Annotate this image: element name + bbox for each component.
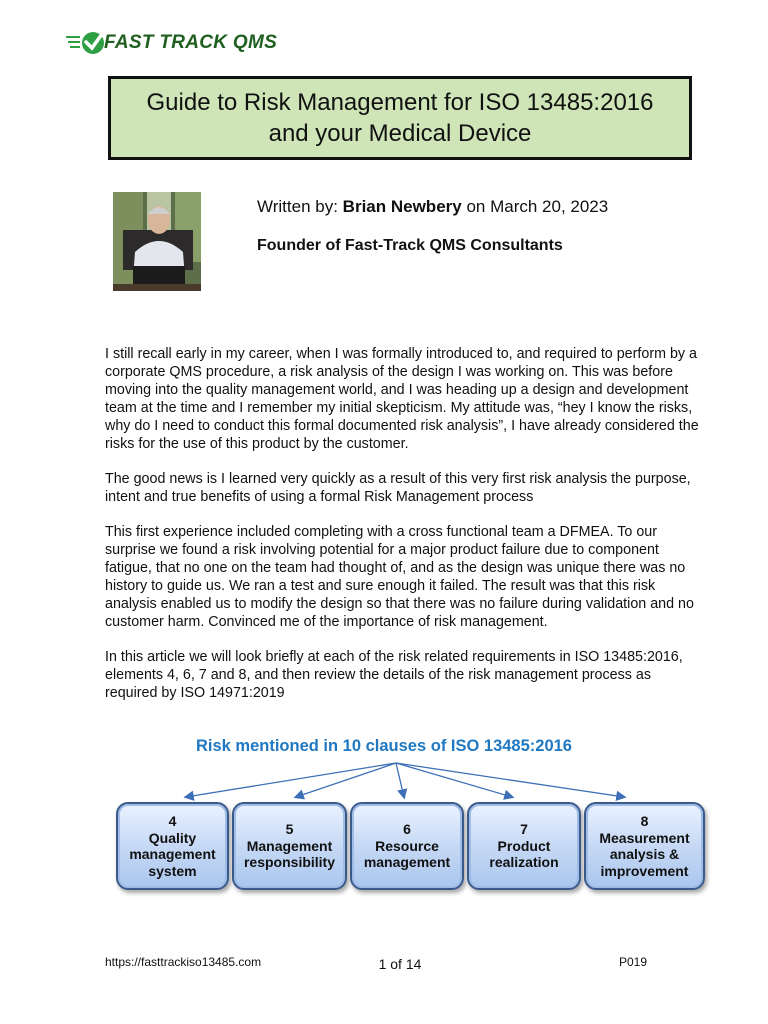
clause-number: 7 (520, 821, 528, 838)
document-title-line-2: and your Medical Device (268, 120, 532, 147)
clause-number: 5 (285, 821, 294, 838)
page-number: 1 of 14 (378, 956, 422, 972)
clause-label-line: management (129, 846, 216, 862)
paragraph: The good news is I learned very quickly as a result of this very first risk analysis the purpose, intent and true benefits of using a formal Risk Management process (105, 471, 691, 505)
clause-label-line: Resource (375, 837, 439, 854)
clause-label-line: Management (246, 837, 333, 854)
checkmark-logo-icon (66, 30, 106, 56)
clause-6-box (350, 802, 464, 890)
clause-5-box (232, 802, 347, 890)
diagram-arrows (0, 760, 768, 804)
paragraph: I still recall early in my career, when I was formally introduced to, and required to perform by a corporate QMS procedure, a risk analysis of the design I was working on. This was before moving into the quality management world, and I was heading up a design and development team at the time and I remember my initial skepticism. My attitude was, “hey I know the risks, why do I need to conduct this formal documented risk analysis”, I have already considered the risks for the use of this product by the customer. (105, 346, 699, 452)
clause-label-line: analysis & (609, 846, 680, 862)
clause-label-line: Measurement (599, 829, 690, 846)
clause-label-line: realization (489, 854, 559, 871)
clause-label-line: Quality (148, 829, 197, 846)
clause-label-line: Product (497, 837, 551, 854)
author-role: Founder of Fast-Track QMS Consultants (257, 237, 563, 254)
clause-number: 8 (640, 813, 649, 829)
document-title-box (108, 76, 692, 160)
article-body (105, 345, 705, 719)
logo-text: FAST TRACK QMS (104, 32, 278, 53)
diagram-title: Risk mentioned in 10 clauses of ISO 13485:2016 (195, 737, 572, 755)
clause-label-line: responsibility (243, 854, 336, 871)
clause-7-box (467, 802, 581, 890)
clause-label-line: system (148, 862, 197, 879)
publish-date: on March 20, 2023 (466, 197, 609, 216)
author-name: Brian Newbery (342, 197, 462, 216)
clause-8-box (584, 802, 705, 890)
written-by-label: Written by: (257, 197, 338, 216)
clause-number: 6 (403, 821, 411, 838)
document-title-line-1: Guide to Risk Management for ISO 13485:2016 (146, 89, 654, 116)
footer-url-link[interactable]: https://fasttrackiso13485.com (105, 955, 262, 969)
paragraph: This first experience included completing with a cross functional team a DFMEA. To our surprise we found a risk involving potential for a major product failure due to component fatigue, that no one on the team had thought of, and as the design was unique there was no history to guide us. We ran a test and sure enough it failed. The result was that this risk analysis enabled us to modify the design so that there was no failure during validation and no customer harm. Convinced me of the importance of risk management. (105, 524, 694, 630)
company-logo (66, 30, 277, 56)
clause-number: 4 (168, 813, 177, 829)
clause-label-line: management (363, 854, 451, 871)
author-byline (257, 197, 608, 217)
clause-label-line: improvement (600, 862, 689, 879)
author-photo (113, 192, 201, 291)
clause-4-box (116, 802, 229, 890)
document-code: P019 (619, 955, 648, 969)
paragraph: In this article we will look briefly at each of the risk related requirements in ISO 13485:2016, elements 4, 6, 7 and 8, and then review the details of the risk management process as required by ISO 14971:2019 (105, 649, 683, 701)
